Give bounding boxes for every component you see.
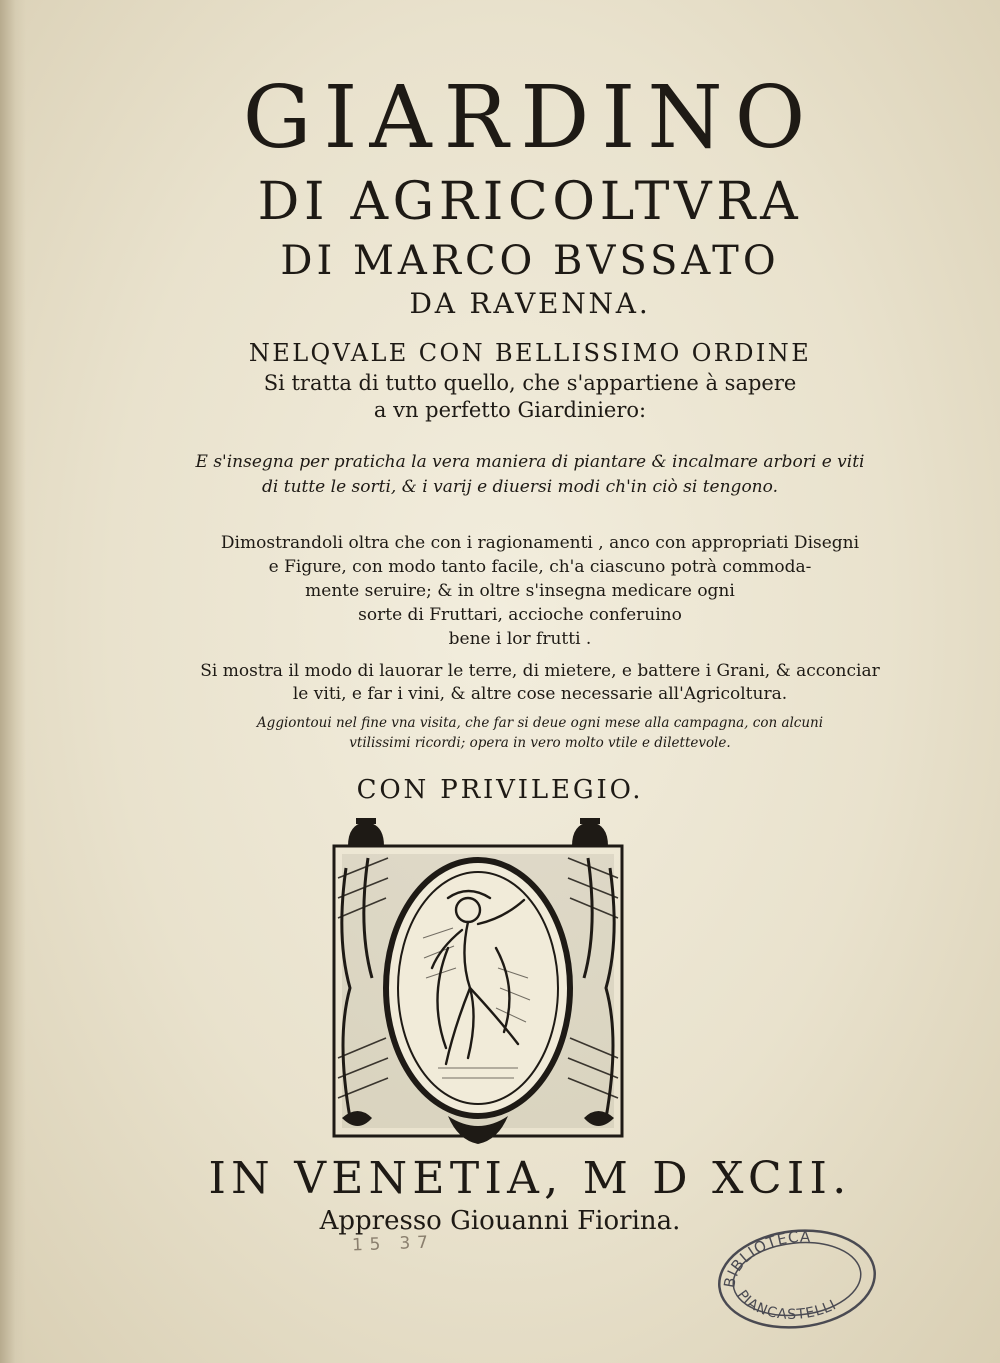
library-stamp (712, 1224, 882, 1334)
description-line-2: e Figure, con modo tanto facile, ch'a ciascuno potrà commoda- (268, 557, 812, 577)
description-italic-line-1: E s'insegna per praticha la vera maniera di piantare & incalmare arbori e viti (195, 452, 865, 472)
author-line: DI MARCO BVSSATO (280, 238, 780, 284)
subtitle-line-1: NELQVALE CON BELLISSIMO ORDINE (248, 339, 812, 367)
stamp-text-top: BIBLIOTECA (720, 1227, 812, 1290)
description-line-5: bene i lor frutti . (448, 629, 592, 649)
appendix-note-line-2: vtilissimi ricordi; opera in vero molto vtile e dilettevole. (349, 735, 731, 751)
description-line-4: sorte di Fruttari, accioche conferuino (358, 605, 682, 625)
subtitle-line-2: Si tratta di tutto quello, che s'appartiene à sapere (263, 371, 797, 395)
subtitle-line-3: a vn perfetto Giardiniero: (373, 398, 647, 422)
stamp-text-bottom: PIANCASTELLI (733, 1287, 840, 1323)
book-title: GIARDINO (242, 68, 818, 168)
description-line-1: Dimostrandoli oltra che con i ragionamenti , anco con appropriati Disegni (220, 533, 860, 553)
book-title-line-2: DI AGRICOLTVRA (257, 172, 803, 232)
privilege-line: CON PRIVILEGIO. (356, 775, 644, 805)
printers-device-woodcut (328, 818, 628, 1148)
agriculture-line-1: Si mostra il modo di lauorar le terre, di mietere, e battere i Grani, & acconciar (200, 661, 880, 681)
description-line-3: mente seruire; & in oltre s'insegna medicare ogni (305, 581, 735, 601)
imprint-publisher: Appresso Giouanni Fiorina. (319, 1206, 681, 1236)
author-origin-line: DA RAVENNA. (409, 287, 651, 320)
handwritten-shelfmark: 15 37 (351, 1232, 435, 1256)
agriculture-line-2: le viti, e far i vini, & altre cose necessarie all'Agricoltura. (292, 684, 788, 704)
imprint-place-date: IN VENETIA, M D XCII. (208, 1153, 852, 1204)
appendix-note-line-1: Aggiontoui nel fine vna visita, che far si deue ogni mese alla campagna, con alcuni (256, 715, 824, 731)
description-italic-line-2: di tutte le sorti, & i varij e diuersi modi ch'in ciò si tengono. (262, 477, 778, 497)
